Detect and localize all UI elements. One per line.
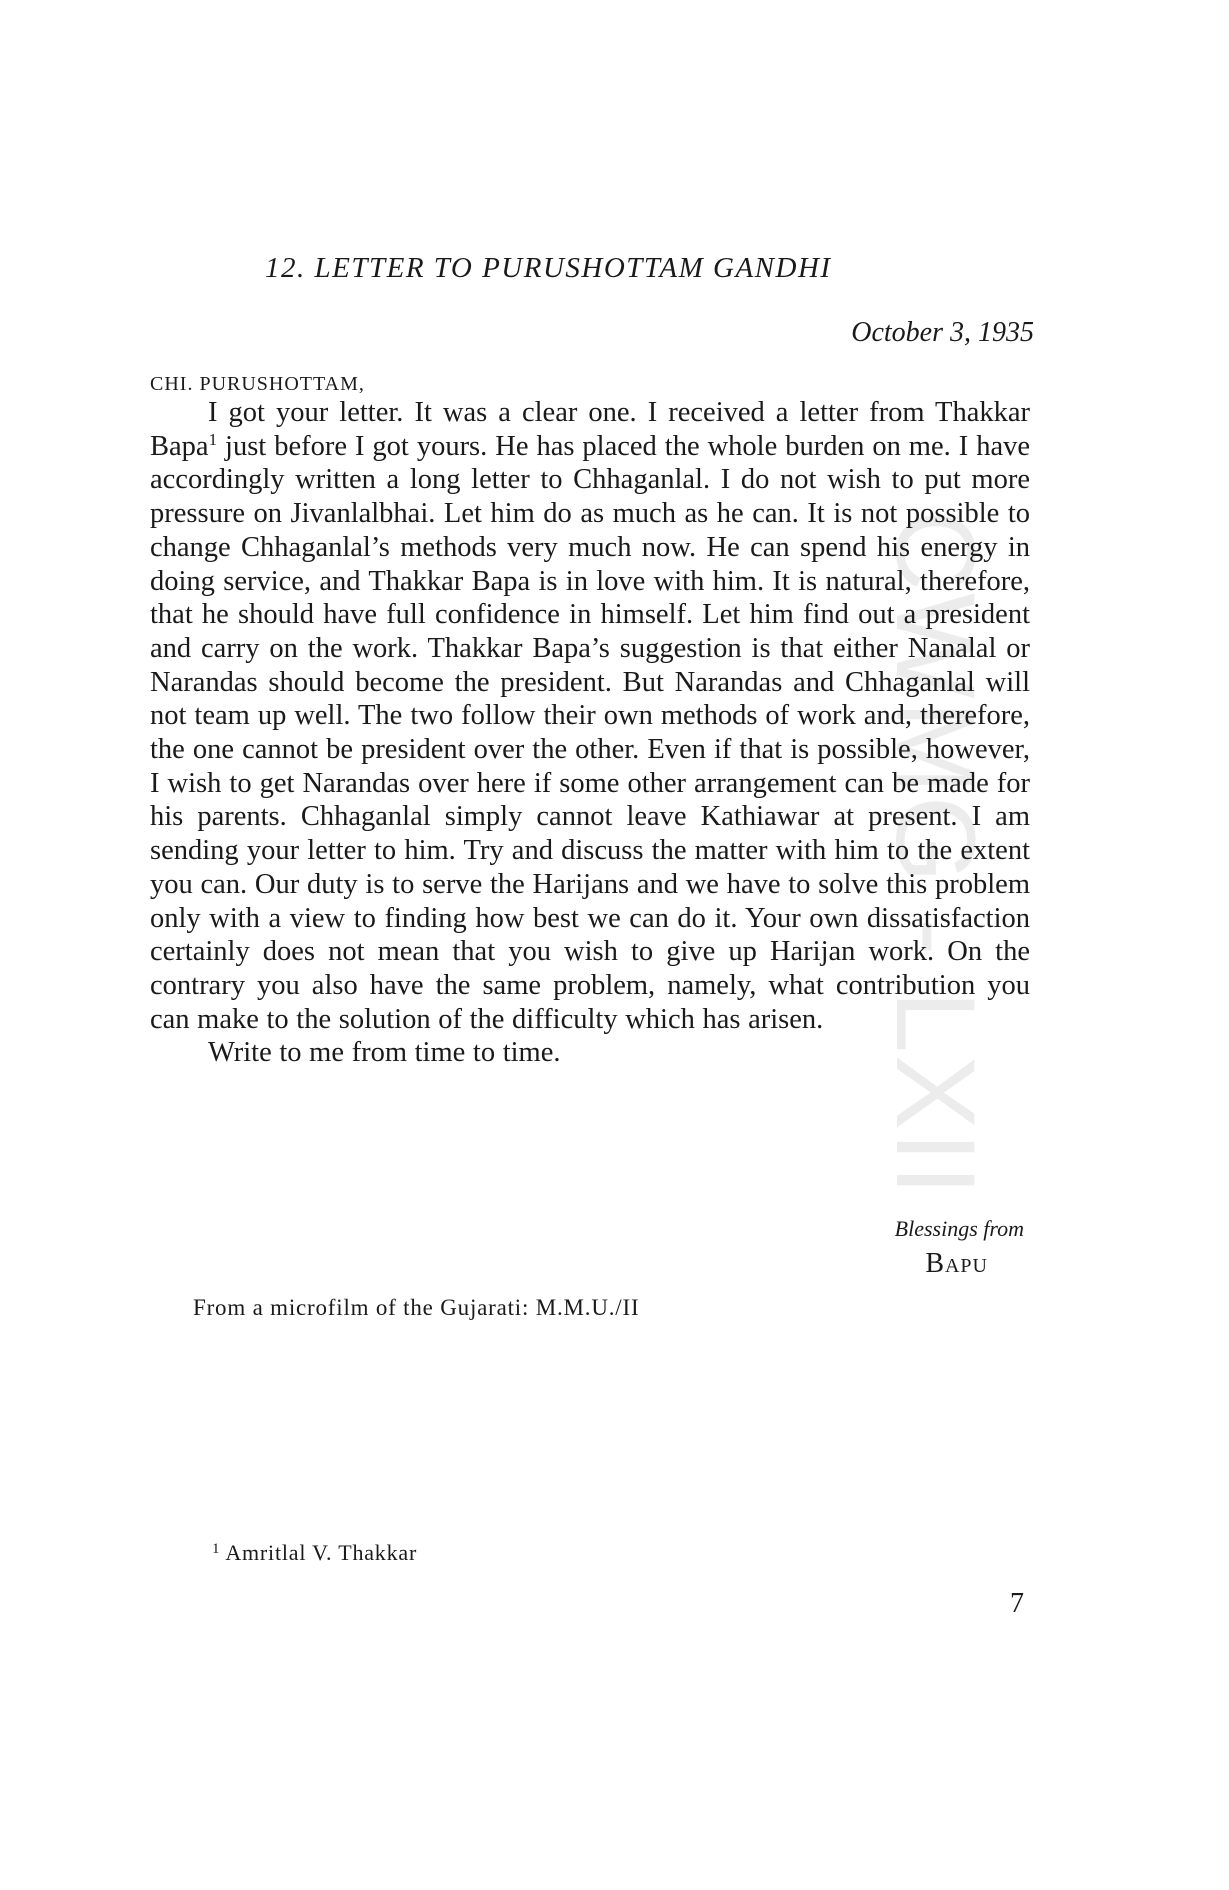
paragraph-text: just before I got yours. He has placed the whole burden on me. I have accordingly written a long letter to Chhaganlal. I do not wish to put more pressure on Jivanlalbhai. Let him do as much as he can. It is not possible to change Chhaganlal’s methods very much now. He can spend his energy in doing service, and Thakkar Bapa is in love with him. It is natural, therefore, that he should have full confidence in himself. Let him find out a president and carry on the work. Thakkar Bapa’s suggestion is that either Nanalal or Narandas should become the president. But Narandas and Chhaganlal will not team up well. The two follow their own methods of work and, therefore, the one cannot be president over the other. Even if that is possible, however, I wish to get Narandas over here if some other arrangement can be made for his parents. Chhaganlal simply cannot leave Kathiawar at present. I am sending your letter to him. Try and discuss the matter with him to the extent you can. Our duty is to serve the Harijans and we have to solve this problem only with a view to finding how best we can do it. Your own dissatisfaction certainly does not mean that you wish to give up Harijan work. On the contrary you also have the same problem, namely, what contribution you can make to the solution of the difficulty which has arisen.	[150, 430, 1030, 1035]
footnote	[212, 1540, 417, 1566]
signature: Bapu	[925, 1248, 988, 1279]
page-number: 7	[1010, 1588, 1024, 1619]
footnote-reference: 1	[208, 429, 218, 449]
letter-date: October 3, 1935	[851, 317, 1034, 348]
letter-paragraph: Write to me from time to time.	[208, 1037, 561, 1069]
blessings-line: Blessings from	[894, 1216, 1024, 1241]
footnote-mark: 1	[212, 1541, 221, 1557]
salutation: CHI. PURUSHOTTAM,	[150, 373, 365, 395]
source-note: From a microfilm of the Gujarati: M.M.U./II	[193, 1295, 640, 1320]
letter-title: 12. LETTER TO PURUSHOTTAM GANDHI	[265, 252, 832, 284]
letter-body	[150, 396, 1030, 1070]
paragraph-text: I got your letter. It was a clear one. I received a letter from Thakkar Bapa	[150, 397, 1030, 462]
watermark: CWMG - LXII	[873, 510, 998, 1198]
footnote-text: Amritlal V. Thakkar	[225, 1540, 418, 1565]
letter-paragraph	[150, 396, 1030, 1036]
